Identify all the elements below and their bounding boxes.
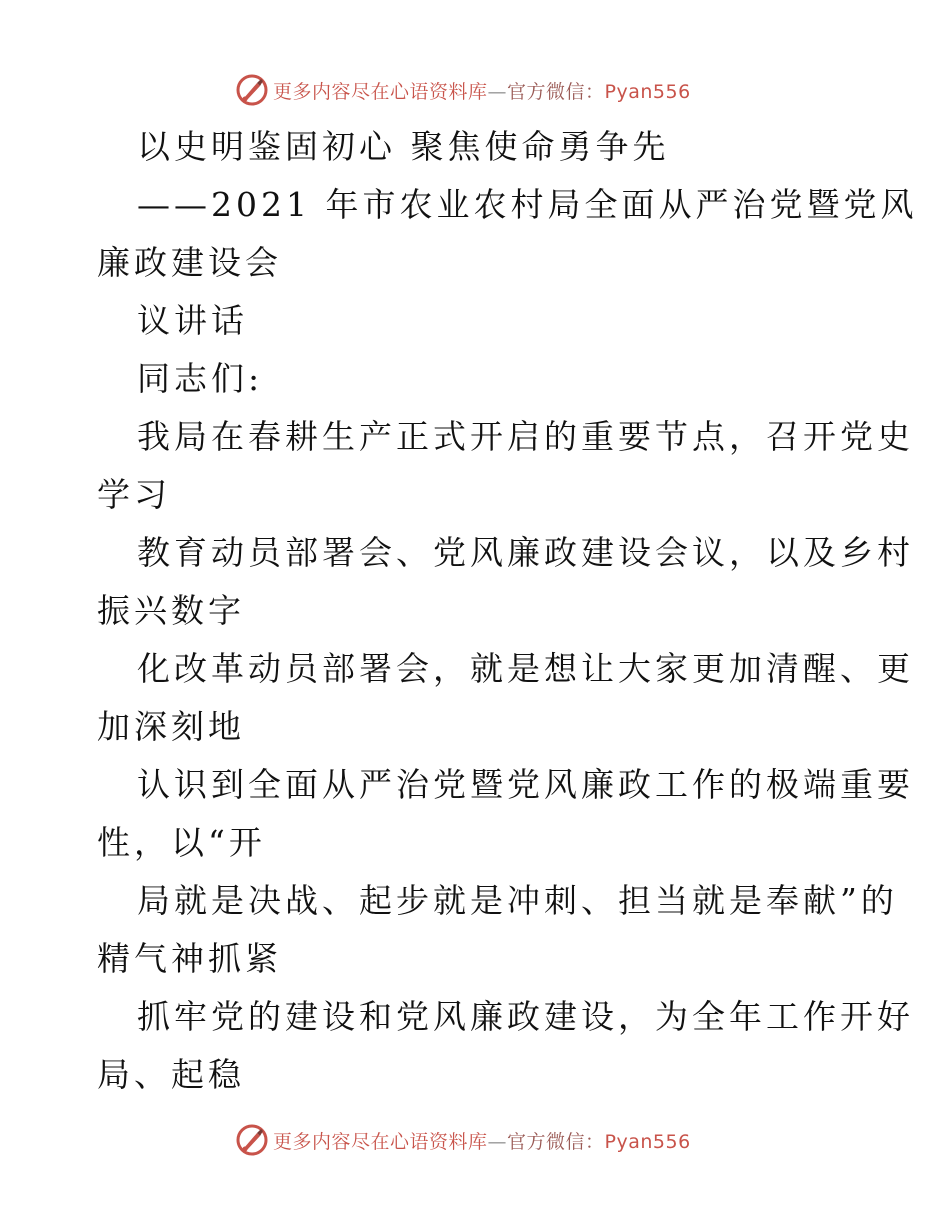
document-subtitle-line-1: ——2021 年市农业农村局全面从严治党暨党风: [137, 185, 918, 224]
paragraph-line: 振兴数字: [97, 591, 245, 630]
paragraph-line: 我局在春耕生产正式开启的重要节点，召开党史: [137, 417, 914, 456]
salutation: 同志们:: [137, 359, 264, 398]
paragraph-line: 抓牢党的建设和党风廉政建设，为全年工作开好: [137, 997, 914, 1036]
paragraph-line: 学习: [97, 475, 171, 514]
paragraph-line: 化改革动员部署会，就是想让大家更加清醒、更: [137, 649, 914, 688]
paragraph-line: 局、起稳: [97, 1055, 245, 1094]
watermark-header: [235, 72, 691, 108]
document-subtitle-line-2: 廉政建设会: [97, 243, 282, 282]
watermark-dash: —: [487, 80, 508, 103]
watermark-wechat-id: Pyan556: [604, 80, 691, 103]
watermark-footer: [235, 1122, 691, 1158]
watermark-dash: —: [487, 1130, 508, 1153]
document-title: 以史明鉴固初心 聚焦使命勇争先: [137, 127, 670, 166]
paragraph-line: 加深刻地: [97, 707, 245, 746]
watermark-text: [273, 77, 691, 104]
watermark-wechat-id: Pyan556: [604, 1130, 691, 1153]
watermark-wechat-label: 官方微信：: [507, 80, 605, 103]
brush-logo-icon: [235, 73, 269, 107]
watermark-main-text: 更多内容尽在心语资料库: [273, 80, 488, 103]
document-subtitle-line-3: 议讲话: [137, 301, 248, 340]
paragraph-line: 认识到全面从严治党暨党风廉政工作的极端重要: [137, 765, 914, 804]
paragraph-line: 教育动员部署会、党风廉政建设会议，以及乡村: [137, 533, 914, 572]
watermark-text: [273, 1127, 691, 1154]
paragraph-line: 局就是决战、起步就是冲刺、担当就是奉献”的: [137, 881, 898, 920]
paragraph-line: 性，以“开: [97, 823, 266, 862]
paragraph-line: 精气神抓紧: [97, 939, 282, 978]
watermark-wechat-label: 官方微信：: [507, 1130, 605, 1153]
brush-logo-icon: [235, 1123, 269, 1157]
watermark-main-text: 更多内容尽在心语资料库: [273, 1130, 488, 1153]
